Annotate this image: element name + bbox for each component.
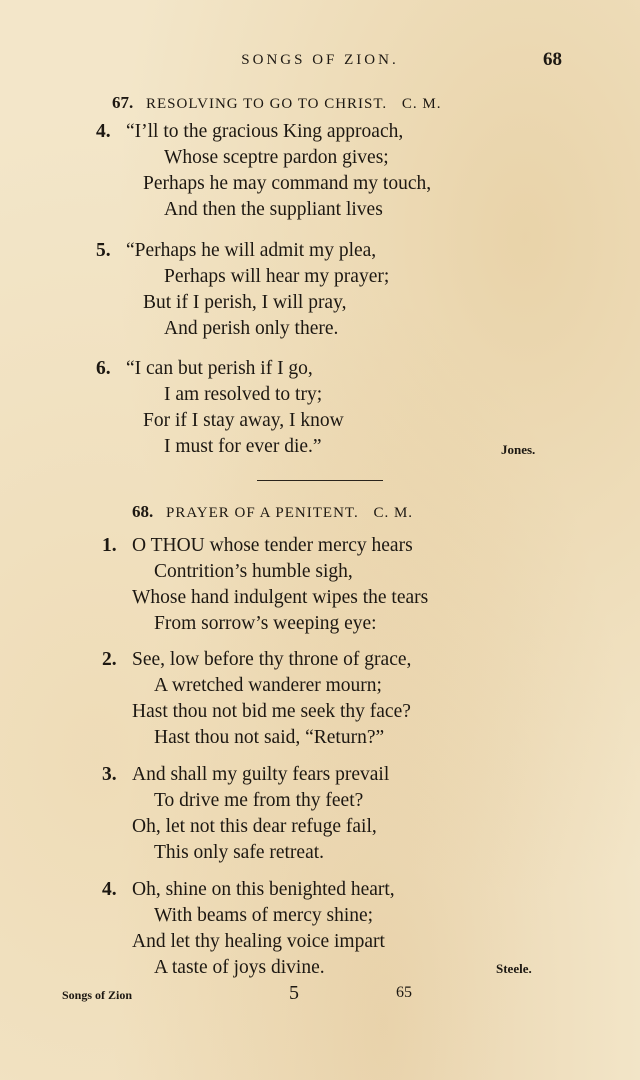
verse-line: But if I perish, I will pray, — [143, 292, 347, 313]
verse-line: A taste of joys divine. — [154, 957, 325, 978]
verse-line: See, low before thy throne of grace, — [132, 649, 412, 670]
verse-line: Hast thou not said, “Return?” — [154, 727, 385, 748]
verse-number: 5. — [96, 240, 111, 261]
verse-number: 3. — [102, 764, 117, 785]
verse-line: A wretched wanderer mourn; — [154, 675, 382, 696]
verse-line: And let thy healing voice impart — [132, 931, 385, 952]
verse-line: And then the suppliant lives — [164, 199, 383, 220]
section-divider — [257, 480, 383, 481]
footer-sequence-number: 65 — [396, 984, 412, 1001]
hymn-meter: C. M. — [373, 505, 414, 521]
hymn-meter: C. M. — [401, 96, 442, 112]
verse-line: “I’ll to the gracious King approach, — [126, 121, 404, 142]
verse-number: 2. — [102, 649, 117, 670]
hymn-heading — [112, 93, 442, 113]
verse-line: For if I stay away, I know — [143, 410, 344, 431]
hymn-author: Jones. — [501, 442, 536, 457]
verse-line: Oh, let not this dear refuge fail, — [132, 816, 377, 837]
verse-line: Whose sceptre pardon gives; — [164, 147, 389, 168]
verse-line: And perish only there. — [164, 318, 339, 339]
hymn-number: 68. — [132, 502, 154, 521]
running-header: SONGS OF ZION. — [241, 52, 399, 68]
verse-number: 4. — [96, 121, 111, 142]
footer-book-title: Songs of Zion — [62, 988, 133, 1002]
verse-line: I must for ever die.” — [164, 436, 322, 457]
verse-line: Whose hand indulgent wipes the tears — [132, 587, 429, 608]
verse-line: Contrition’s humble sigh, — [154, 561, 353, 582]
verse-line: Perhaps he may command my touch, — [143, 173, 432, 194]
hymn-author: Steele. — [496, 961, 532, 976]
signature-mark: 5 — [289, 982, 299, 1004]
verse-line: This only safe retreat. — [154, 842, 325, 863]
verse-line: And shall my guilty fears prevail — [132, 764, 390, 785]
verse-line: I am resolved to try; — [164, 384, 323, 405]
hymn-title: PRAYER OF A PENITENT. — [166, 505, 359, 521]
page-number: 68 — [543, 49, 562, 70]
verse-number: 6. — [96, 358, 111, 379]
verse-line: From sorrow’s weeping eye: — [154, 613, 377, 634]
verse-line: To drive me from thy feet? — [154, 790, 364, 811]
verse-line: Perhaps will hear my prayer; — [164, 266, 390, 287]
verse-line: With beams of mercy shine; — [154, 905, 374, 926]
hymn-title: RESOLVING TO GO TO CHRIST. — [146, 96, 388, 112]
hymn-heading — [132, 502, 413, 522]
hymn-number: 67. — [112, 93, 134, 112]
verse-line: “I can but perish if I go, — [126, 358, 313, 379]
verse-line: Hast thou not bid me seek thy face? — [132, 701, 411, 722]
verse-line: O THOU whose tender mercy hears — [132, 535, 413, 556]
verse-number: 1. — [102, 535, 117, 556]
verse-line: Oh, shine on this benighted heart, — [132, 879, 395, 900]
verse-number: 4. — [102, 879, 117, 900]
verse-line: “Perhaps he will admit my plea, — [126, 240, 377, 261]
